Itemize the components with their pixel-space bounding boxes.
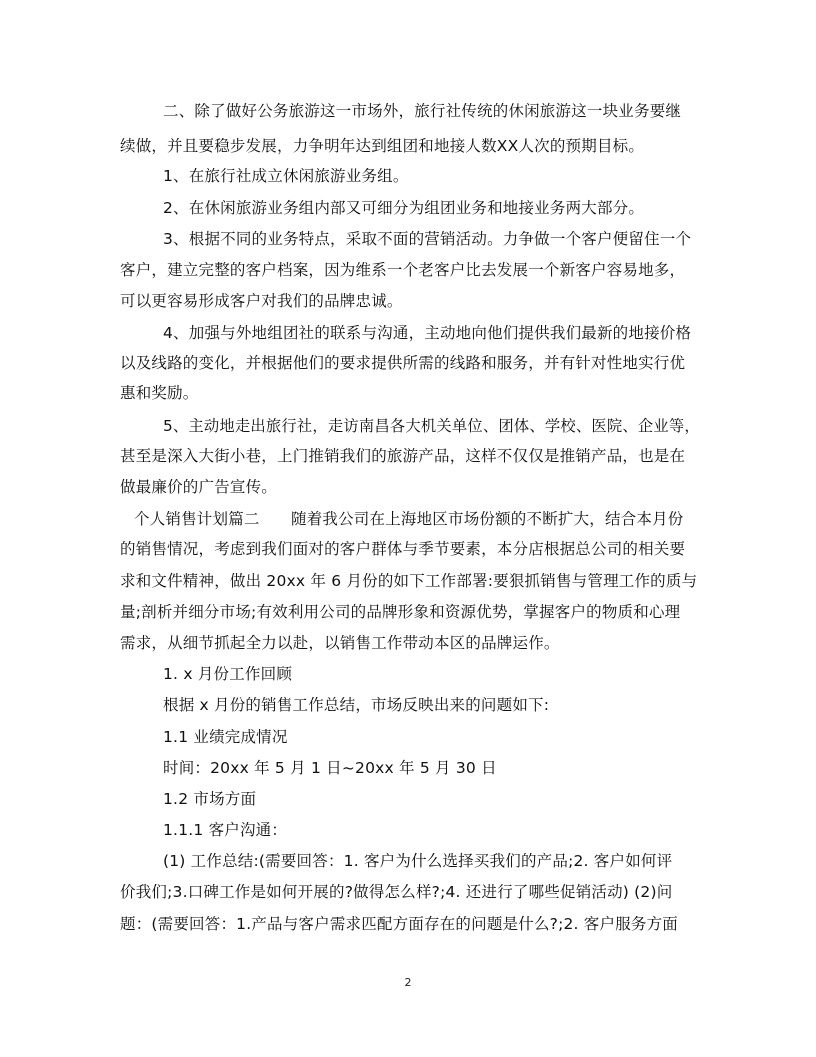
text-line: 个人销售计划篇二 随着我公司在上海地区市场份额的不断扩大，结合本月份 (134, 510, 684, 528)
text-line: 续做，并且要稳步发展，力争明年达到组团和地接人数XX人次的预期目标。 (120, 137, 645, 155)
text-line: 1、在旅行社成立休闲旅游业务组。 (163, 167, 409, 185)
text-line: 1.2 市场方面 (163, 790, 257, 808)
text-line: 题：(需要回答：1.产品与客户需求匹配方面存在的问题是什么?;2. 客户服务方面 (120, 915, 679, 933)
text-line: 的销售情况，考虑到我们面对的客户群体与季节要素，本分店根据总公司的相关要 (120, 540, 686, 558)
text-line: (1) 工作总结:(需要回答：1. 客户为什么选择买我们的产品;2. 客户如何评 (163, 852, 673, 870)
page-number: 2 (404, 976, 412, 989)
text-line: 求和文件精神，做出 20xx 年 6 月份的如下工作部署:要狠抓销售与管理工作的质与 (120, 572, 698, 590)
text-line: 做最廉价的广告宣传。 (120, 478, 278, 496)
text-line: 以及线路的变化，并根据他们的要求提供所需的线路和服务，并有针对性地实行优 (120, 354, 686, 372)
text-line: 1.1.1 客户沟通： (163, 821, 288, 839)
text-line: 3、根据不同的业务特点，采取不面的营销活动。力争做一个客户便留住一个 (163, 230, 692, 248)
text-line: 时间：20xx 年 5 月 1 日~20xx 年 5 月 30 日 (163, 759, 497, 777)
text-line: 1.1 业绩完成情况 (163, 728, 288, 746)
text-line: 客户，建立完整的客户档案，因为维系一个老客户比去发展一个新客户容易地多， (120, 261, 686, 279)
text-line: 量;剖析并细分市场;有效利用公司的品牌形象和资源优势，掌握客户的物质和心理 (120, 603, 681, 621)
text-line: 1. x 月份工作回顾 (163, 665, 293, 683)
text-line: 二、除了做好公务旅游这一市场外，旅行社传统的休闲旅游这一块业务要继 (163, 102, 682, 120)
text-line: 5、主动地走出旅行社，走访南昌各大机关单位、团体、学校、医院、企业等， (163, 417, 700, 435)
text-line: 惠和奖励。 (120, 384, 199, 402)
text-line: 2、在休闲旅游业务组内部又可细分为组团业务和地接业务两大部分。 (163, 199, 645, 217)
text-line: 甚至是深入大街小巷，上门推销我们的旅游产品，这样不仅仅是推销产品，也是在 (120, 447, 686, 465)
text-line: 价我们;3.口碑工作是如何开展的?做得怎么样?;4. 还进行了哪些促销活动) (2)问 (120, 883, 673, 901)
text-line: 根据 x 月份的销售工作总结，市场反映出来的问题如下: (163, 696, 550, 714)
text-line: 可以更容易形成客户对我们的品牌忠诚。 (120, 292, 403, 310)
text-line: 4、加强与外地组团社的联系与沟通，主动地向他们提供我们最新的地接价格 (163, 324, 692, 342)
text-line: 需求，从细节抓起全力以赴，以销售工作带动本区的品牌运作。 (120, 634, 560, 652)
